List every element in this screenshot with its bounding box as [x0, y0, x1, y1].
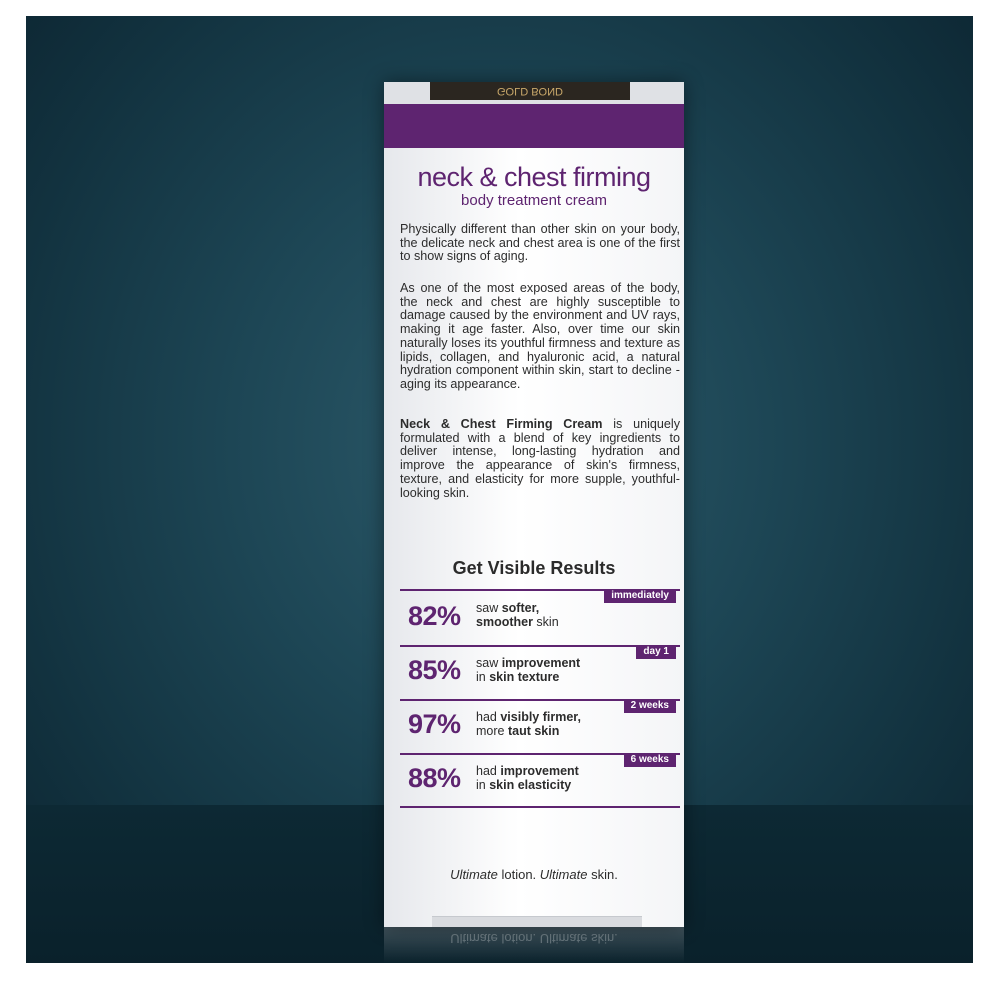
result-text: saw softer, smoother skin [476, 601, 559, 629]
result-text: had visibly firmer, more taut skin [476, 710, 581, 738]
result-percent: 88% [408, 763, 461, 793]
reflection-slogan: Ultimate lotion. Ultimate skin. [450, 931, 618, 946]
paragraph-1: Physically different than other skin on your body, the delicate neck and chest area is one of the first to show signs of aging. [400, 222, 680, 264]
brand-strip: GOLD BOND [430, 82, 630, 100]
product-headline: neck & chest firming [417, 162, 651, 192]
results-bottom-divider [400, 806, 680, 808]
result-percent: 97% [408, 709, 461, 739]
result-tag: day 1 [636, 645, 676, 659]
paragraph-3 [400, 418, 680, 500]
paragraph-3-bold: Neck & Chest Firming Cream [400, 417, 603, 431]
result-divider [400, 645, 680, 657]
box-bottom-flap [432, 916, 642, 927]
product-box [384, 82, 684, 927]
slogan: Ultimate lotion. Ultimate skin. [450, 867, 618, 882]
result-percent: 85% [408, 655, 461, 685]
result-tag: 6 weeks [624, 753, 676, 767]
box-top-flap [384, 82, 684, 105]
result-text: had improvement in skin elasticity [476, 764, 579, 792]
result-divider [400, 589, 680, 601]
result-tag: immediately [604, 589, 676, 603]
product-subhead: body treatment cream [461, 192, 607, 209]
paragraph-3-text: is uniquely formulated with a blend of key ingredients to deliver intense, long-lasting hydration and improve the appearance of skin's firmness, texture, and elasticity for more supple, youthful-looking skin. [400, 417, 680, 500]
results-title: Get Visible Results [452, 558, 616, 578]
box-reflection [384, 927, 684, 963]
purple-band [384, 104, 684, 148]
result-tag: 2 weeks [624, 699, 676, 713]
paragraph-2: As one of the most exposed areas of the body, the neck and chest are highly susceptible to damage caused by the environment and UV rays, making it age faster. Also, over time our skin naturally loses its youthful firmness and texture as lipids, collagen, and hyaluronic acid, a natural hydration component within skin, start to decline - aging its appearance. [400, 281, 680, 391]
product-photo-background [26, 16, 973, 963]
result-divider [400, 753, 680, 765]
result-divider [400, 699, 680, 711]
result-text: saw improvement in skin texture [476, 656, 581, 684]
result-percent: 82% [408, 601, 461, 631]
